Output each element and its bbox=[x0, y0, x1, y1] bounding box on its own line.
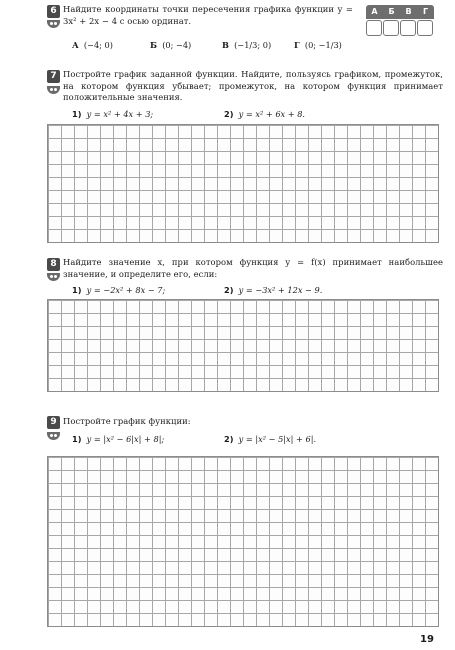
task-8-text: Найдите значение x, при котором функция y = f(x) принимает наибольшее значение, и определите его, если: bbox=[63, 257, 443, 279]
item-2: 2) y = |x² − 5|x| + 6|. bbox=[224, 434, 317, 444]
item-2: 2) y = −3x² + 12x − 9. bbox=[224, 285, 323, 295]
task-9-text: Постройте график функции: bbox=[63, 416, 191, 426]
task-7-text: Постройте график заданной функции. Найдите, пользуясь графиком, промежуток, на котором функция убывает; промежуток, на котором функция принимает положительные значения. bbox=[63, 69, 443, 102]
answer-cell-a[interactable] bbox=[366, 20, 382, 36]
choice-a: А (−4; 0) bbox=[72, 40, 113, 50]
difficulty-icon bbox=[47, 20, 60, 28]
choice-v: В (−1/3; 0) bbox=[222, 40, 272, 50]
item-1: 1) y = x² + 4x + 3; bbox=[72, 109, 154, 119]
task-number-badge: 7 bbox=[47, 70, 60, 83]
page-number: 19 bbox=[420, 634, 434, 645]
difficulty-icon bbox=[47, 273, 60, 281]
answer-box-header: А Б В Г bbox=[366, 5, 434, 19]
graph-grid[interactable] bbox=[47, 124, 439, 243]
answer-cell-g[interactable] bbox=[417, 20, 433, 36]
difficulty-icon bbox=[47, 432, 60, 440]
task-6-text: Найдите координаты точки пересечения графика функции y = 3x² + 2x − 4 с осью ординат. bbox=[63, 4, 353, 26]
choice-g: Г (0; −1/3) bbox=[294, 40, 342, 50]
difficulty-icon bbox=[47, 86, 60, 94]
graph-grid[interactable] bbox=[47, 456, 439, 627]
task-number-badge: 8 bbox=[47, 258, 60, 271]
task-number-badge: 6 bbox=[47, 5, 60, 18]
item-1: 1) y = −2x² + 8x − 7; bbox=[72, 285, 166, 295]
answer-cell-v[interactable] bbox=[400, 20, 416, 36]
choice-b: Б (0; −4) bbox=[150, 40, 192, 50]
graph-grid[interactable] bbox=[47, 299, 439, 392]
answer-cell-b[interactable] bbox=[383, 20, 399, 36]
item-1: 1) y = |x² − 6|x| + 8|; bbox=[72, 434, 165, 444]
task-number-badge: 9 bbox=[47, 416, 60, 429]
item-2: 2) y = x² + 6x + 8. bbox=[224, 109, 306, 119]
